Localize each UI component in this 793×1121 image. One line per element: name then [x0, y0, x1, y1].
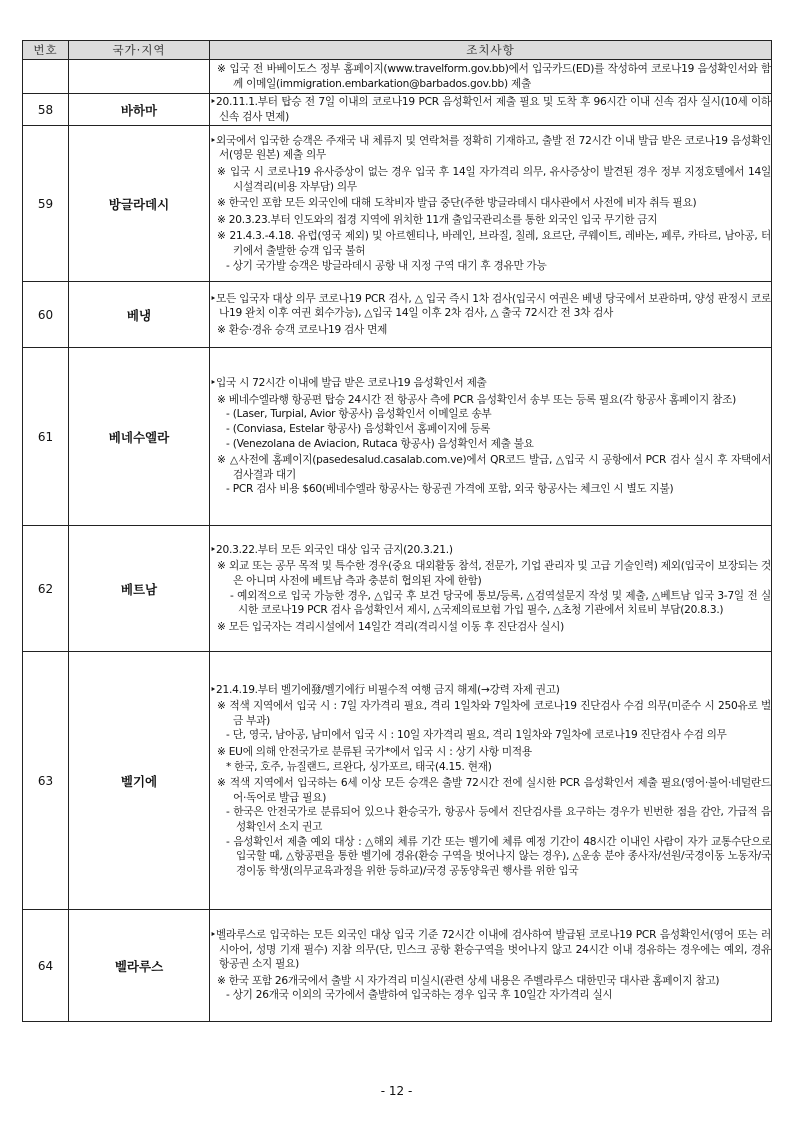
row-country: 방글라데시	[69, 126, 210, 282]
measure-line: ※ △사전에 홈페이지(pasedesalud.casalab.com.ve)에서 QR코드 발급, △입국 시 공항에서 PCR 검사 실시 후 자택에서 검사결과 대기	[217, 454, 771, 481]
document-page	[22, 40, 771, 1022]
measure-line: ※ 한국인 포함 모든 외국인에 대해 도착비자 발급 중단(주한 방글라데시 대사관에서 사전에 비자 취득 필요)	[217, 197, 697, 210]
measure-line: * 한국, 호주, 뉴질랜드, 르완다, 싱가포르, 태국(4.15. 현재)	[226, 760, 492, 773]
row-number: 59	[23, 126, 69, 282]
measure-line: ‣20.3.22.부터 모든 외국인 대상 입국 금지(20.3.21.)	[210, 543, 453, 556]
row-country	[69, 60, 210, 94]
table-row	[23, 60, 772, 94]
measure-line: ※ 한국 포함 26개국에서 출발 시 자가격리 미실시(관련 상세 내용은 주벨라루스 대한민국 대사관 홈페이지 참고)	[217, 974, 720, 987]
table-row	[23, 94, 772, 126]
measure-line: - (Venezolana de Aviacion, Rutaca 항공사) 음성확인서 제출 불요	[226, 437, 534, 450]
header-measures: 조치사항	[210, 41, 772, 60]
row-measures	[210, 526, 772, 652]
row-measures	[210, 126, 772, 282]
row-country: 베트남	[69, 526, 210, 652]
measure-line: - 예외적으로 입국 가능한 경우, △입국 후 보건 당국에 통보/등록, △검역설문지 작성 및 제출, △베트남 입국 3-7일 전 실시한 코로나19 PCR 검사 음성확인서 제시, △국제의료보험 가입 필수, △초청 기관에서 치료비 부담(20.8.3.)	[230, 589, 771, 617]
row-measures	[210, 348, 772, 526]
page-number: - 12 -	[380, 1084, 413, 1098]
measure-line: ※ 베네수엘라행 항공편 탑승 24시간 전 항공사 측에 PCR 음성확인서 송부 또는 등록 필요(각 항공사 홈페이지 참조)	[217, 393, 736, 406]
measure-line: - 상기 26개국 이외의 국가에서 출발하여 입국하는 경우 입국 후 10일간 자가격리 실시	[226, 989, 613, 1002]
measure-line: ※ 모든 입국자는 격리시설에서 14일간 격리(격리시설 이동 후 진단검사 실시)	[217, 620, 564, 633]
measure-line: ‣21.4.19.부터 벨기에發/벨기에行 비필수적 여행 금지 해제(→강력 자제 권고)	[210, 683, 560, 696]
row-number	[23, 60, 69, 94]
row-country: 베네수엘라	[69, 348, 210, 526]
table-row	[23, 348, 772, 526]
measure-line: - (Laser, Turpial, Avior 항공사) 음성확인서 이메일로 송부	[226, 408, 492, 421]
measure-line: - 한국은 안전국가로 분류되어 있으나 환승국가, 항공사 등에서 진단검사를 요구하는 경우가 빈번한 점을 감안, 가급적 음성확인서 소지 권고	[226, 806, 771, 833]
header-number: 번호	[23, 41, 69, 60]
row-measures	[210, 910, 772, 1022]
row-measures	[210, 652, 772, 910]
measure-line: - 음성확인서 제출 예외 대상 : △해외 체류 기간 또는 벨기에 체류 예정 기간이 48시간 이내인 사람이 자가 교통수단으로 입국할 때, △항공편을 통한 벨기에 경유(환승 구역을 벗어나지 않는 경우), △운송 분야 종사자/선원/국경이동 노동자/국경이동 학생(의무교육과정을 위한 등하교)/국경 공동양육권 행사를 위한 입국	[226, 835, 771, 877]
header-country: 국가·지역	[69, 41, 210, 60]
measure-line: ‣모든 입국자 대상 의무 코로나19 PCR 검사, △ 입국 즉시 1차 검사(입국시 여권은 베냉 당국에서 보관하며, 양성 판정시 코로나19 완치 이후 여권 회수가능), △입국 14일 이후 2차 검사, △ 출국 72시간 전 3차 검사	[210, 292, 771, 320]
measure-line: ※ EU에 의해 안전국가로 분류된 국가*에서 입국 시 : 상기 사항 미적용	[217, 746, 532, 759]
row-number: 63	[23, 652, 69, 910]
measure-line: ※ 적색 지역에서 입국하는 6세 이상 모든 승객은 출발 72시간 전에 실시한 PCR 음성확인서 제출 필요(영어·불어·네덜란드어·독어로 발급 필요)	[217, 777, 771, 804]
row-number: 64	[23, 910, 69, 1022]
measure-line: ‣외국에서 입국한 승객은 주재국 내 체류지 및 연락처를 정확히 기재하고, 출발 전 72시간 이내 발급 받은 코로나19 음성확인서(영문 원본) 제출 의무	[210, 134, 771, 162]
row-country: 벨기에	[69, 652, 210, 910]
table-body	[23, 60, 772, 1022]
table-row	[23, 910, 772, 1022]
measure-line: - PCR 검사 비용 $60(베네수엘라 항공사는 항공권 가격에 포함, 외국 항공사는 체크인 시 별도 지불)	[226, 483, 674, 496]
measure-line: ※ 환승·경유 승객 코로나19 검사 면제	[217, 323, 388, 336]
measure-line: - (Conviasa, Estelar 항공사) 음성확인서 홈페이지에 등록	[226, 422, 491, 435]
table-row	[23, 282, 772, 348]
measure-line: ※ 적색 지역에서 입국 시 : 7일 자가격리 필요, 격리 1일차와 7일차에 코로나19 진단검사 수검 의무(미준수 시 250유로 벌금 부과)	[217, 700, 771, 727]
table-row	[23, 526, 772, 652]
measure-line: ‣입국 시 72시간 이내에 발급 받은 코로나19 음성확인서 제출	[210, 377, 487, 390]
row-country: 베냉	[69, 282, 210, 348]
measure-line: ※ 20.3.23.부터 인도와의 접경 지역에 위치한 11개 출입국관리소를 통한 외국인 입국 무기한 금지	[217, 213, 658, 226]
measure-line: ※ 21.4.3.-4.18. 유럽(영국 제외) 및 아르헨티나, 바레인, 브라질, 칠레, 요르단, 쿠웨이트, 레바논, 페루, 카타르, 남아공, 터키에서 출발한 승객 입국 불허	[217, 230, 771, 257]
row-number: 61	[23, 348, 69, 526]
measure-line: ※ 외교 또는 공무 목적 및 특수한 경우(중요 대외활동 참석, 전문가, 기업 관리자 및 고급 기술인력) 제외(입국이 보장되는 것은 아니며 사전에 베트남 측과 충분히 협의된 자에 한함)	[217, 560, 771, 587]
measure-line: ‣벨라루스로 입국하는 모든 외국인 대상 입국 기준 72시간 이내에 검사하여 발급된 코로나19 PCR 음성확인서(영어 또는 러시아어, 성명 기재 필수) 지참 의무(단, 민스크 공항 환승구역을 벗어나지 않고 24시간 이내 경유하는 경우에는 예외, 경유 항공권 소지 필요)	[210, 929, 771, 971]
row-number: 62	[23, 526, 69, 652]
row-country: 벨라루스	[69, 910, 210, 1022]
row-measures	[210, 60, 772, 94]
measure-line: - 상기 국가발 승객은 방글라데시 공항 내 지정 구역 대기 후 경유만 가능	[226, 259, 547, 272]
measure-line: - 단, 영국, 남아공, 남미에서 입국 시 : 10일 자가격리 필요, 격리 1일차와 7일차에 코로나19 진단검사 수검 의무	[226, 729, 727, 742]
table-row	[23, 126, 772, 282]
measure-line: ‣20.11.1.부터 탑승 전 7일 이내의 코로나19 PCR 음성확인서 제출 필요 및 도착 후 96시간 이내 신속 검사 실시(10세 이하 신속 검사 면제)	[210, 95, 771, 123]
measure-line: ※ 입국 전 바베이도스 정부 홈페이지(www.travelform.gov.bb)에서 입국카드(ED)를 작성하여 코로나19 음성확인서와 함께 이메일(immigration.embarkation@barbados.gov.bb) 제출	[217, 62, 771, 90]
row-measures	[210, 94, 772, 126]
row-number: 60	[23, 282, 69, 348]
row-measures	[210, 282, 772, 348]
entry-measures-table	[22, 40, 772, 1022]
table-header-row	[23, 41, 772, 60]
row-number: 58	[23, 94, 69, 126]
measure-line: ※ 입국 시 코로나19 유사증상이 없는 경우 입국 후 14일 자가격리 의무, 유사증상이 발견된 경우 정부 지정호텔에서 14일 시설격리(비용 자부담) 의무	[217, 166, 771, 193]
table-row	[23, 652, 772, 910]
row-country: 바하마	[69, 94, 210, 126]
